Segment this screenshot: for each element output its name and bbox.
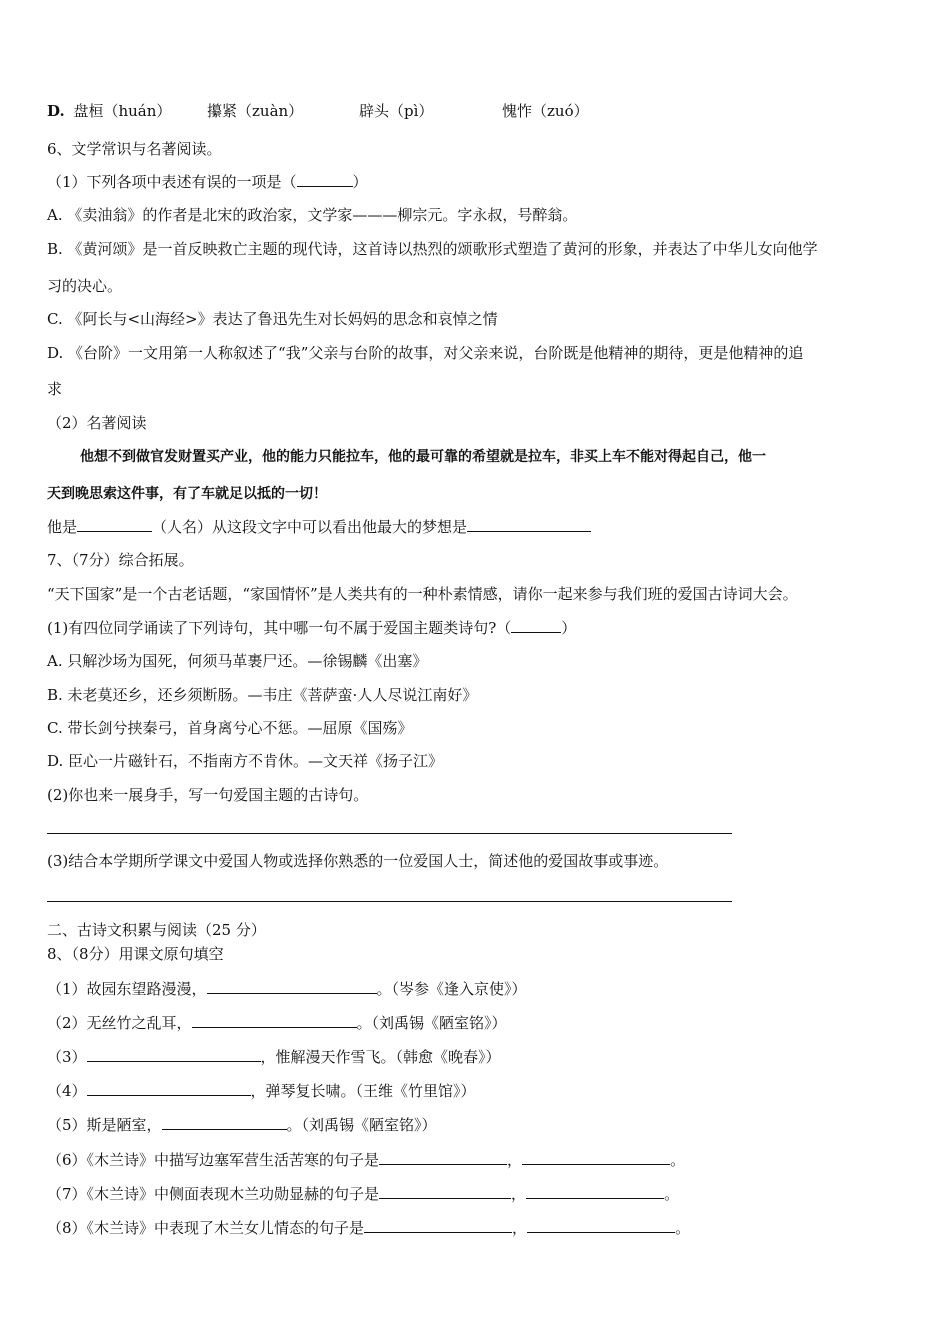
q7-part2: (2)你也来一展身手，写一句爱国主题的古诗句。	[47, 786, 369, 804]
q5-option-d	[47, 101, 589, 121]
answer-blank[interactable]	[162, 1114, 287, 1130]
q8-item-8	[47, 1217, 690, 1238]
item-text: ，惟解漫天作雪飞。（韩愈《晚春》）	[260, 1048, 501, 1066]
item-text: （3）	[47, 1048, 87, 1066]
answer-blank[interactable]	[522, 1149, 670, 1165]
fill-prefix: 他是	[47, 518, 78, 536]
item-text: （6）《木兰诗》中描写边塞军营生活苦寒的句子是	[47, 1151, 380, 1169]
q6-fill-in	[47, 516, 591, 537]
option-item: 辟头（pì）	[359, 102, 434, 120]
answer-blank[interactable]	[87, 1080, 251, 1096]
comma: ，	[512, 1219, 528, 1237]
q7-option-a: A. 只解沙场为国死，何须马革裹尸还。—徐锡麟《出塞》	[47, 652, 428, 670]
q7-option-d: D. 臣心一片磁针石，不指南方不肯休。—文天祥《扬子江》	[47, 752, 444, 770]
q8-item-4	[47, 1080, 476, 1101]
answer-blank[interactable]	[511, 617, 561, 633]
period: 。	[664, 1185, 680, 1203]
item-text: ，弹琴复长啸。（王维《竹里馆》）	[250, 1082, 476, 1100]
name-blank[interactable]	[77, 516, 152, 532]
item-text: （8）《木兰诗》中表现了木兰女儿情态的句子是	[47, 1219, 365, 1237]
q7-title: 7、（7分）综合拓展。	[47, 551, 194, 569]
option-item: 盘桓（huán）	[73, 102, 172, 120]
answer-blank[interactable]	[297, 171, 353, 187]
answer-blank[interactable]	[192, 1012, 357, 1028]
answer-line[interactable]	[47, 901, 732, 902]
q6-option-b-line1: B. 《黄河颂》是一首反映救亡主题的现代诗，这首诗以热烈的颂歌形式塑造了黄河的形象，并表达了中华儿女向他学	[47, 240, 818, 258]
q8-item-5	[47, 1114, 437, 1135]
q8-title: 8、（8分）用课文原句填空	[47, 945, 224, 963]
comma: ，	[511, 1185, 527, 1203]
answer-blank[interactable]	[364, 1217, 512, 1233]
q6-option-c: C. 《阿长与<山海经>》表达了鲁迅先生对长妈妈的思念和哀悼之情	[47, 310, 498, 328]
answer-line[interactable]	[47, 833, 732, 834]
answer-blank[interactable]	[379, 1149, 507, 1165]
option-item: 攥紧（zuàn）	[207, 102, 304, 120]
q8-item-6	[47, 1149, 685, 1170]
q7-part1-prompt: (1)有四位同学诵读了下列诗句，其中哪一句不属于爱国主题类诗句?（	[47, 619, 512, 637]
q6-part1	[47, 171, 368, 192]
q7-option-b: B. 未老莫还乡，还乡须断肠。—韦庄《菩萨蛮·人人尽说江南好》	[47, 686, 478, 704]
q7-option-c: C. 带长剑兮挟秦弓，首身离兮心不惩。—屈原《国殇》	[47, 719, 413, 737]
q6-option-d-line1: D. 《台阶》一文用第一人称叙述了“我”父亲与台阶的故事，对父亲来说，台阶既是他精神的期待，更是他精神的追	[47, 344, 804, 362]
item-text: （5）斯是陋室，	[47, 1116, 162, 1134]
answer-blank[interactable]	[527, 1217, 675, 1233]
option-letter: D.	[47, 102, 65, 120]
item-text: （4）	[47, 1082, 87, 1100]
section2-title: 二、古诗文积累与阅读（25 分）	[47, 921, 266, 939]
item-text: （7）《木兰诗》中侧面表现木兰功勋显赫的句子是	[47, 1185, 380, 1203]
answer-blank[interactable]	[526, 1183, 664, 1199]
answer-blank[interactable]	[87, 1046, 261, 1062]
item-text: （2）无丝竹之乱耳，	[47, 1014, 192, 1032]
q8-item-2	[47, 1012, 507, 1033]
q6-option-b-line2: 习的决心。	[47, 277, 123, 295]
fill-question: （人名）从这段文字中可以看出他最大的梦想是	[152, 518, 468, 536]
period: 。	[670, 1151, 686, 1169]
item-text: 。（岑参《逢入京使》）	[376, 980, 527, 998]
option-item: 愧怍（zuó）	[502, 102, 589, 120]
answer-blank[interactable]	[379, 1183, 511, 1199]
answer-blank[interactable]	[207, 978, 377, 994]
q7-part1	[47, 617, 576, 638]
period: 。	[675, 1219, 691, 1237]
q8-item-3	[47, 1046, 501, 1067]
q6-option-a: A. 《卖油翁》的作者是北宋的政治家，文学家———柳宗元。字永叔，号醉翁。	[47, 206, 578, 224]
q7-part3: (3)结合本学期所学课文中爱国人物或选择你熟悉的一位爱国人士，简述他的爱国故事或事迹。	[47, 852, 669, 870]
q6-title: 6、文学常识与名著阅读。	[47, 140, 222, 158]
q7-intro: “天下国家”是一个古老话题，“家国情怀”是人类共有的一种朴素情感，请你一起来参与我们班的爱国古诗词大会。	[47, 585, 798, 603]
comma: ，	[507, 1151, 523, 1169]
passage-line1: 他想不到做官发财置买产业，他的能力只能拉车，他的最可靠的希望就是拉车，非买上车不能对得起自己，他一	[80, 449, 766, 465]
item-text: （1）故园东望路漫漫，	[47, 980, 207, 998]
item-text: 。（刘禹锡《陋室铭》）	[286, 1116, 437, 1134]
q6-part1-close: ）	[352, 173, 368, 191]
q7-part1-close: ）	[561, 619, 577, 637]
q6-part1-prompt: （1）下列各项中表述有误的一项是（	[47, 173, 297, 191]
passage-line2: 天到晚思索这件事，有了车就足以抵的一切！	[47, 486, 327, 502]
q6-part2-title: （2）名著阅读	[47, 414, 147, 432]
q8-item-7	[47, 1183, 679, 1204]
item-text: 。（刘禹锡《陋室铭》）	[356, 1014, 507, 1032]
dream-blank[interactable]	[467, 516, 591, 532]
q6-option-d-line2: 求	[47, 380, 63, 398]
q8-item-1	[47, 978, 527, 999]
